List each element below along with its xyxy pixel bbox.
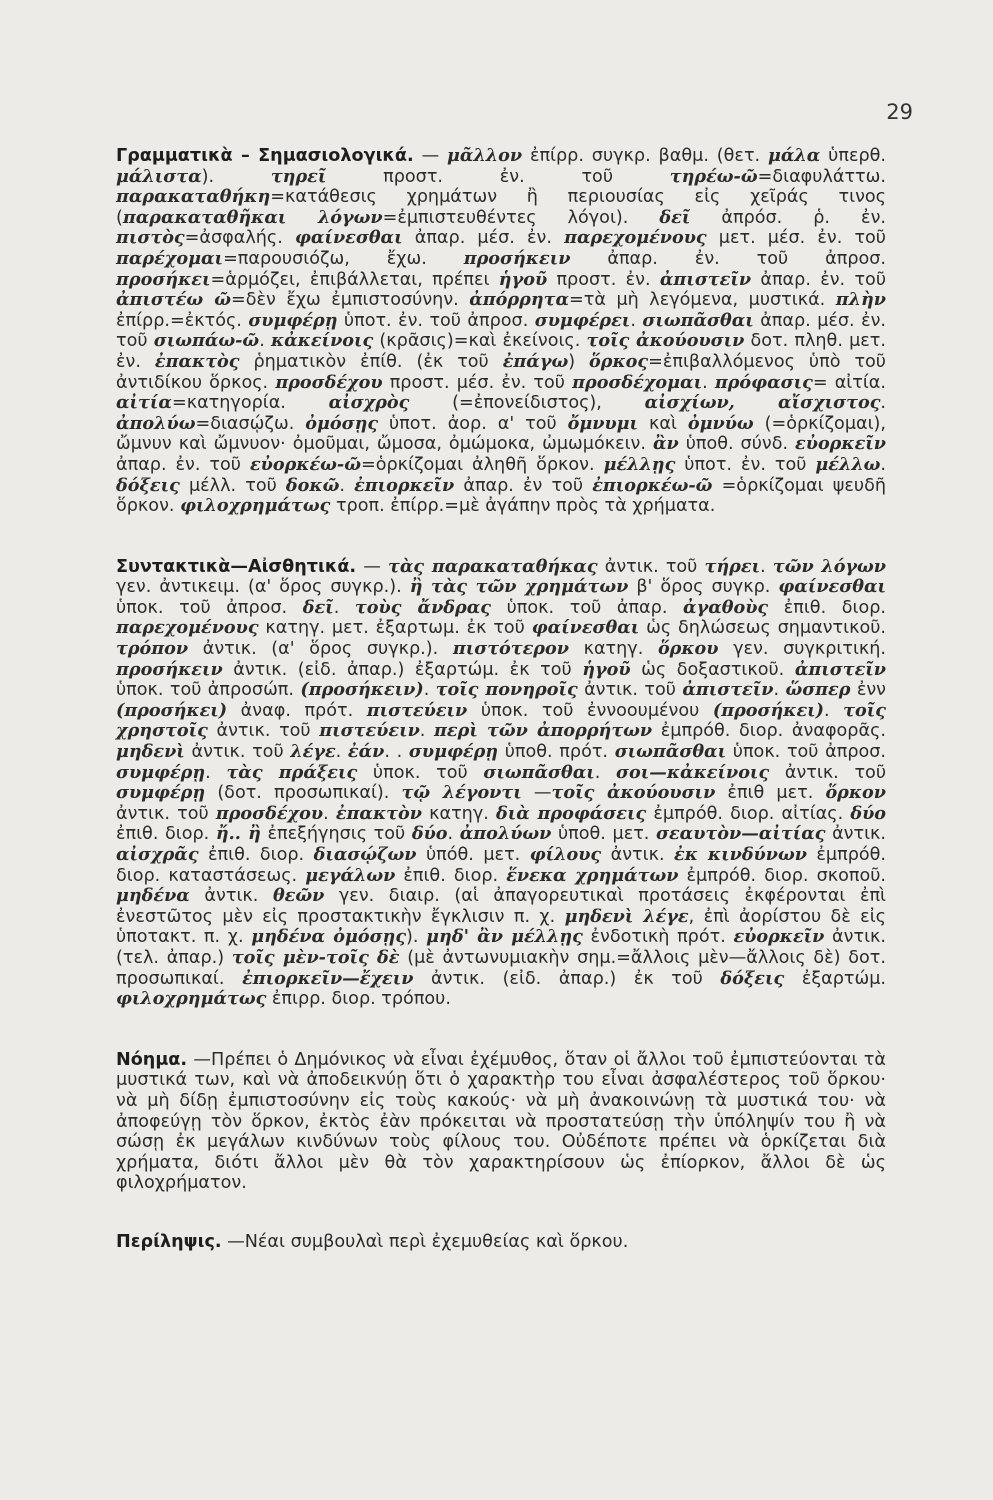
term-word: πλὴν bbox=[835, 289, 886, 311]
gloss-text: ὑποθ. μετ. bbox=[551, 824, 657, 845]
term-word: μηδ' ἂν μέλλῃς bbox=[426, 926, 583, 948]
gloss-text: ἀναφ. πρότ. bbox=[227, 700, 367, 721]
term-word: ἀπιστεῖν bbox=[659, 268, 752, 290]
gloss-text: ἀπαρ. μέσ. ἐν. bbox=[402, 228, 565, 249]
term-word: φαίνεσθαι bbox=[531, 617, 640, 639]
gloss-text: ἐπίρρ.=ἐκτός. bbox=[116, 310, 249, 331]
gloss-text: , ἐπὶ ἀορίστου δὲ εἰς ὑποτακτ. π. χ. bbox=[116, 906, 886, 948]
term-word: διασῴζων bbox=[313, 844, 417, 865]
term-word: πρόφασις bbox=[714, 371, 813, 393]
term-word: μέλλῃς bbox=[603, 453, 676, 475]
gloss-text: ἀντικ. bbox=[189, 886, 273, 907]
term-word: εὐορκεῖν bbox=[733, 926, 825, 948]
term-word: προσδέχου bbox=[275, 371, 383, 393]
gloss-text: προστ. μέσ. ἐν. τοῦ bbox=[382, 372, 573, 393]
term-word: ἐπιορκεῖν bbox=[354, 474, 455, 496]
term-word: μέλλω bbox=[815, 453, 881, 475]
term-word: περὶ τῶν ἀπορρήτων bbox=[434, 720, 653, 742]
gloss-text: . bbox=[594, 762, 617, 783]
gloss-text: ὑποτ. ἐν. τοῦ bbox=[675, 454, 816, 475]
section-summary bbox=[116, 1232, 886, 1253]
section-meaning bbox=[116, 1050, 886, 1194]
term-word: διὰ προφάσεις bbox=[496, 802, 647, 824]
term-word: παρακαταθῆκαι λόγων bbox=[122, 206, 383, 228]
term-word: παρέχομαι bbox=[116, 247, 224, 269]
term-word: τηρεῖ bbox=[270, 165, 327, 187]
gloss-text: ). bbox=[406, 927, 427, 948]
gloss-text: ἐμπρόθ. διορ. αἰτίας. bbox=[646, 803, 851, 824]
gloss-text: . bbox=[880, 393, 887, 414]
term-word: ὥσπερ bbox=[785, 679, 851, 701]
gloss-text: ἐπεξήγησις τοῦ bbox=[260, 824, 412, 845]
term-word: μηδενὶ λέγε bbox=[564, 905, 689, 927]
gloss-text: προστ. ἐν. τοῦ bbox=[326, 166, 670, 187]
term-word: ὀμνύω bbox=[687, 412, 754, 434]
gloss-text: ὑπόθ. μετ. bbox=[416, 845, 530, 865]
term-word: τοῖς ἀκούουσιν bbox=[586, 330, 745, 352]
gloss-text: τροπ. ἐπίρρ.=μὲ ἀγάπην πρὸς τὰ χρήματα. bbox=[330, 496, 716, 517]
term-word: ἀπιστέω ῶ bbox=[116, 289, 231, 311]
term-word: ἐπιορκεῖν—ἔχειν bbox=[242, 967, 414, 989]
term-word: τοῖς μὲν-τοῖς δὲ bbox=[231, 946, 400, 968]
gloss-text: . bbox=[339, 475, 355, 496]
term-word: τῶν λόγων bbox=[772, 555, 887, 577]
gloss-text: κατηγ. bbox=[421, 803, 497, 824]
gloss-text: ἐνν bbox=[850, 680, 887, 701]
gloss-text: ὑποτ. ἀορ. α' τοῦ bbox=[378, 413, 568, 434]
gloss-text: =ὁρκίζομαι ψευδῆ ὅρκον. bbox=[116, 475, 886, 517]
term-word: σοι—κἀκείνοις bbox=[616, 761, 770, 783]
gloss-text: ἀντικ. (εἰδ. ἀπαρ.) ἐξαρτώμ. ἐκ τοῦ bbox=[222, 659, 583, 680]
term-word: συμφέρῃ bbox=[248, 309, 338, 331]
gloss-text: ) bbox=[568, 351, 590, 372]
gloss-text: προστ. ἐν. bbox=[547, 269, 660, 290]
term-word: παρακαταθήκη bbox=[116, 186, 271, 208]
gloss-text: μέλλ. τοῦ bbox=[179, 475, 286, 496]
gloss-text: =διαφυλάττω. bbox=[757, 166, 886, 187]
gloss-text: =παρουσιόζω, ἔχω. bbox=[223, 248, 464, 269]
section-text bbox=[222, 1232, 629, 1252]
gloss-text: (=ἐπονείδιστος), bbox=[409, 393, 645, 414]
gloss-text: =δὲν ἔχω ἐμπιστοσύνην. bbox=[230, 290, 470, 311]
gloss-text: (=ὁρκίζομαι), ὤμνυν καὶ ὤμνυον· ὀμοῦμαι, ὤμοσα, ὀμώμοκα, ὠμωμόκειν. bbox=[116, 413, 887, 455]
term-word: συμφέρει bbox=[534, 309, 631, 331]
gloss-text: . bbox=[335, 742, 348, 763]
gloss-text: κατηγ. μετ. ἐξαρτωμ. ἐκ τοῦ bbox=[258, 618, 532, 639]
gloss-text: ἀντικ. τοῦ bbox=[184, 742, 291, 763]
term-word: μηδένα ὀμόσῃς bbox=[251, 926, 407, 948]
term-word: ἡγοῦ bbox=[582, 658, 631, 680]
term-word: ἢ τὰς τῶν χρημάτων bbox=[409, 576, 629, 598]
gloss-text: ἐνδοτικὴ πρότ. bbox=[582, 927, 734, 948]
term-word: λέγε bbox=[290, 741, 336, 763]
term-word: πιστὸς bbox=[116, 227, 185, 249]
gloss-text: γεν. διαιρ. (αἱ ἀπαγορευτικαὶ προτάσεις ἐκφέρονται ἐπὶ ἐνεστῶτος μὲν εἰς προστακτικὴν ἔγκλισιν π. χ. bbox=[116, 886, 886, 927]
gloss-text: . bbox=[824, 700, 844, 721]
gloss-text: =κατηγορία. bbox=[171, 393, 329, 414]
section-heading: Συντακτικὰ—Αἰσθητικά. bbox=[116, 556, 357, 577]
gloss-text: κατηγ. bbox=[568, 639, 658, 660]
gloss-text: ἐπιρρ. διορ. τρόπου. bbox=[266, 989, 451, 1010]
term-word: ὄμνυμι bbox=[567, 412, 639, 434]
gloss-text: ). bbox=[201, 166, 271, 187]
gloss-text: (κρᾶσις)=καὶ ἐκείνοις. bbox=[373, 331, 587, 352]
term-word: ἐκ κινδύνων bbox=[674, 844, 807, 865]
gloss-text: ἐπιθ. διορ. bbox=[198, 845, 314, 865]
term-word: δεῖ bbox=[302, 596, 334, 618]
section-grammar bbox=[116, 146, 886, 517]
gloss-text: ἀντικ. bbox=[825, 824, 887, 845]
gloss-text: =ἀσφαλής. bbox=[184, 228, 295, 249]
term-word: τοῖς χρηστοῖς bbox=[116, 699, 886, 742]
term-word: μᾶλλον bbox=[447, 145, 523, 166]
term-word: ἐπάγω bbox=[502, 350, 569, 372]
term-word: ὅρκου bbox=[657, 638, 719, 660]
gloss-text: — bbox=[413, 146, 448, 166]
term-word: τρόπον bbox=[116, 638, 189, 660]
term-word: δόξεις bbox=[116, 474, 180, 496]
gloss-text: ὡς δηλώσεως σημαντικοῦ. bbox=[639, 618, 886, 639]
gloss-text: καὶ bbox=[638, 413, 688, 434]
term-word: μάλα bbox=[768, 145, 821, 166]
gloss-text: =ἐμπιστευθέντες λόγοι). bbox=[382, 207, 660, 228]
gloss-text: ἐπιθ. διορ. bbox=[116, 824, 216, 845]
term-word: προσήκει bbox=[116, 268, 211, 290]
term-word: μεγάλων bbox=[305, 864, 396, 886]
section-heading: Περίληψις. bbox=[116, 1231, 222, 1252]
gloss-text: ἀντικ. (τελ. ἀπαρ.) bbox=[116, 927, 886, 968]
gloss-text: ὑποθ. πρότ. bbox=[498, 742, 615, 763]
term-word: (προσήκει) bbox=[712, 699, 825, 721]
gloss-text: . bbox=[423, 680, 436, 701]
term-word: παρεχομένους bbox=[116, 617, 259, 639]
term-word: δύο bbox=[411, 823, 448, 845]
term-word: εὐορκεῖν bbox=[795, 433, 886, 455]
term-word: αἰσχρᾶς bbox=[116, 844, 199, 865]
term-word: φίλους bbox=[529, 844, 602, 865]
gloss-text: ὑποκ. τοῦ bbox=[357, 762, 484, 783]
term-word: ἐάν bbox=[347, 741, 385, 763]
gloss-text: . bbox=[259, 331, 271, 352]
gloss-text: ὑποκ. τοῦ ἀπροσ. bbox=[116, 597, 303, 618]
section-heading: Νόημα. bbox=[116, 1049, 188, 1070]
term-word: τήρει bbox=[704, 555, 761, 577]
term-word: σεαυτὸν—αἰτίας bbox=[656, 823, 826, 845]
gloss-text: . bbox=[333, 597, 355, 618]
term-word: ἀπολύων bbox=[459, 823, 552, 845]
gloss-text: ἀπαρ. ἐν. τοῦ bbox=[751, 269, 886, 290]
term-word: συμφέρῃ bbox=[116, 782, 206, 804]
term-word: προσήκειν bbox=[116, 658, 223, 680]
gloss-text: . bbox=[205, 762, 227, 783]
section-text bbox=[116, 1050, 886, 1194]
term-word: τηρέω-ῶ bbox=[669, 165, 758, 187]
gloss-text: =ὁρκίζομαι ἀληθῆ ὅρκον. bbox=[360, 454, 604, 475]
gloss-text: ἀπαρ. ἐν. τοῦ bbox=[116, 454, 250, 475]
term-word: ἕνεκα χρημάτων bbox=[506, 864, 679, 886]
term-word: τὰς παρακαταθήκας bbox=[388, 555, 598, 577]
gloss-text: . bbox=[447, 824, 460, 845]
term-word: πιστότερον bbox=[452, 638, 569, 660]
gloss-text: ὡς δοξαστικοῦ. bbox=[630, 659, 795, 680]
gloss-text: ῥηματικὸν ἐπίθ. (ἐκ τοῦ bbox=[239, 351, 503, 372]
gloss-text: —Νέαι συμβουλαὶ περὶ ἐχεμυθείας καὶ ὅρκου. bbox=[221, 1231, 629, 1252]
term-word: σιωπᾶσθαι bbox=[483, 761, 595, 783]
gloss-text: ὑποθ. σύνδ. bbox=[678, 434, 796, 455]
term-word: ἐπακτὸς bbox=[154, 350, 240, 372]
term-word: ἀπιστεῖν bbox=[794, 658, 886, 680]
term-word: εὐορκέω-ῶ bbox=[249, 453, 361, 475]
term-word: ὅρκον bbox=[825, 782, 887, 804]
gloss-text: —Πρέπει ὁ Δημόνικος νὰ εἶναι ἐχέμυθος, ὅταν οἱ ἄλλοι τοῦ ἐμπιστεύονται τὰ μυστικά των, καὶ νὰ ἀποδεικνύῃ ὅτι ὁ χαρακτὴρ του εἶναι ἀσφαλέστερος τοῦ ὅρκου· νὰ μὴ δίδῃ ἐμπιστοσύνην εἰς τοὺς κακούς· νὰ μὴ ἀνακοινώνῃ τὰ μυστικά του· νὰ ἀποφεύγῃ τὸν ὅρκον, ἐκτὸς ἐὰν πρόκειται νὰ προστατεύσῃ τὴν ὑπόληψίν του ἢ νὰ σώσῃ ἐκ μεγάλων κινδύνων τοὺς φίλους του. Οὐδέποτε πρέπει νὰ ὁρκίζεται διὰ χρήματα, διότι ἄλλοι μὲν θὰ τὸν χαρακτηρίσουν ὡς ἐπίορκον, ἄλλοι δὲ ὡς φιλοχρήματον. bbox=[116, 1049, 886, 1194]
gloss-text: ἐμπρόθ. διορ. σκοποῦ. bbox=[678, 865, 886, 886]
term-word: αἰτία bbox=[116, 392, 172, 414]
term-word: δεῖ bbox=[659, 206, 691, 228]
term-word: δόξεις bbox=[720, 967, 785, 989]
gloss-text: μετ. μέσ. ἐν. τοῦ bbox=[706, 228, 886, 249]
gloss-text: ἐπίρρ. συγκρ. βαθμ. (θετ. bbox=[522, 146, 769, 166]
gloss-text: — bbox=[356, 556, 389, 577]
gloss-text: = αἰτία. bbox=[812, 372, 887, 393]
term-word: προσδέχου bbox=[215, 802, 324, 824]
gloss-text: (δοτ. προσωπικαί). bbox=[205, 783, 402, 804]
gloss-text: ἀντικ. τοῦ bbox=[116, 803, 216, 824]
gloss-text: ὑποκ. τοῦ ἐννοουμένου bbox=[467, 700, 713, 721]
gloss-text: ἐμπρόθ. διορ. ἀναφορᾶς. bbox=[652, 721, 886, 742]
term-word: παρεχομένους bbox=[564, 227, 707, 249]
gloss-text: — bbox=[521, 783, 552, 804]
term-word: ἀπολύω bbox=[116, 412, 196, 434]
term-word: τὰς πράξεις bbox=[226, 761, 358, 783]
section-text bbox=[116, 557, 886, 1009]
term-word: θεῶν bbox=[272, 885, 325, 907]
gloss-text: ἀντικ. τοῦ bbox=[597, 556, 705, 577]
term-word: προσδέχομαι bbox=[572, 371, 703, 393]
gloss-text: =τὰ μὴ λεγόμενα, μυστικά. bbox=[569, 290, 836, 311]
gloss-text: ἀντικ. (α' ὅρος συγκρ.). bbox=[188, 639, 453, 660]
term-word: ἤ.. ἢ bbox=[215, 823, 261, 845]
gloss-text: ἐπιθ. διορ. bbox=[395, 865, 507, 886]
gloss-text: ὑποκ. τοῦ ἀπροσ. bbox=[726, 742, 887, 763]
term-word: ἀπόρρητα bbox=[469, 289, 569, 311]
term-word: τοῖς πονηροῖς bbox=[435, 679, 578, 701]
section-text bbox=[116, 146, 886, 516]
term-word: σιωπᾶσθαι bbox=[642, 309, 754, 331]
gloss-text: =ἐπιβαλλόμενος ὑπὸ τοῦ ἀντιδίκου ὅρκος. bbox=[116, 351, 886, 393]
term-word: (προσήκειν) bbox=[300, 679, 424, 701]
gloss-text: . bbox=[702, 372, 715, 393]
term-word: τῷ λέγοντι bbox=[401, 782, 522, 804]
gloss-text: ἀντικ. bbox=[601, 845, 675, 865]
section-heading: Γραμματικὰ – Σημασιολογικά. bbox=[116, 146, 414, 166]
gloss-text: =ἁρμόζει, ἐπιβάλλεται, πρέπει bbox=[210, 269, 499, 290]
gloss-text: ὑποκ. τοῦ ἀπροσώπ. bbox=[116, 680, 301, 701]
gloss-text: =διασῴζω. bbox=[195, 413, 306, 434]
gloss-text: . bbox=[419, 721, 435, 742]
term-word: φαίνεσθαι bbox=[778, 576, 886, 598]
term-word: ὀμόσῃς bbox=[305, 412, 379, 434]
gloss-text: δοτ. πληθ. μετ. ἐν. bbox=[116, 331, 886, 372]
term-word: (προσήκει) bbox=[116, 699, 228, 721]
gloss-text: ἀντικ. τοῦ bbox=[769, 762, 887, 783]
gloss-text: ἐπιθ. διορ. bbox=[768, 597, 887, 618]
term-word: δοκῶ bbox=[285, 474, 340, 496]
commentary-body bbox=[116, 146, 886, 1253]
gloss-text: γεν. ἀντικειμ. (α' ὅρος συγκρ.). bbox=[116, 577, 410, 598]
gloss-text: ἀπαρ. μέσ. ἐν. τοῦ bbox=[116, 310, 887, 352]
gloss-text: ὑπερθ. bbox=[820, 146, 886, 166]
term-word: πιστεύειν bbox=[366, 699, 468, 721]
term-word: ἡγοῦ bbox=[498, 268, 548, 290]
term-word: συμφέρῃ bbox=[116, 761, 206, 783]
term-word: δύο bbox=[850, 802, 887, 824]
term-word: αἰσχρὸς bbox=[328, 392, 410, 414]
gloss-text: ἐμπρόθ. διορ. καταστάσεως. bbox=[116, 845, 886, 886]
term-word: ἀπιστεῖν bbox=[682, 679, 774, 701]
term-word: φιλοχρημάτως bbox=[116, 988, 267, 1010]
term-word: ἐπιορκέω-ῶ bbox=[592, 474, 713, 496]
gloss-text: . bbox=[760, 556, 773, 577]
page-number: 29 bbox=[886, 100, 913, 124]
term-word: μηδενὶ bbox=[116, 741, 185, 763]
gloss-text: . bbox=[880, 454, 887, 475]
term-word: ἀγαθοὺς bbox=[683, 596, 769, 618]
section-syntax bbox=[116, 557, 886, 1010]
gloss-text: . bbox=[773, 680, 786, 701]
term-word: μάλιστα bbox=[116, 165, 202, 187]
term-word: προσήκειν bbox=[463, 247, 571, 269]
term-word: αἰσχίων, αἴσχιστος bbox=[644, 392, 881, 414]
gloss-text: β' ὅρος συγκρ. bbox=[628, 577, 779, 598]
gloss-text: ὑποτ. ἐν. τοῦ ἀπροσ. bbox=[337, 310, 535, 331]
term-word: πιστεύειν bbox=[319, 720, 420, 742]
gloss-text: =κατάθεσις χρημάτων ἢ περιουσίας εἰς χεῖράς τινος ( bbox=[116, 187, 886, 228]
term-word: φαίνεσθαι bbox=[294, 227, 403, 249]
gloss-text: ἐπιθ μετ. bbox=[715, 783, 826, 804]
term-word: μηδένα bbox=[116, 885, 190, 907]
gloss-text: ἐξαρτώμ. bbox=[784, 968, 887, 989]
gloss-text: . . bbox=[384, 742, 409, 763]
gloss-text: ὑποκ. τοῦ ἀπαρ. bbox=[491, 597, 684, 618]
gloss-text: ἀντικ. τοῦ bbox=[577, 680, 683, 701]
gloss-text: (μὲ ἀντωνυμιακὴν σημ.=ἄλλοις μὲν—ἄλλοις δὲ) δοτ. προσωπικαί. bbox=[116, 947, 886, 989]
term-word: κἀκείνοις bbox=[270, 330, 374, 352]
gloss-text: ἀπρόσ. ῥ. ἐν. bbox=[690, 207, 886, 228]
gloss-text: ἀπαρ. ἐν. τοῦ ἀπροσ. bbox=[570, 248, 887, 269]
gloss-text: γεν. συγκριτική. bbox=[718, 639, 887, 660]
term-word: ἐπακτὸν bbox=[335, 802, 422, 824]
gloss-text: ἀπαρ. ἐν τοῦ bbox=[454, 475, 593, 496]
gloss-text: ἀντικ. (εἰδ. ἀπαρ.) ἐκ τοῦ bbox=[413, 968, 721, 989]
term-word: φιλοχρημάτως bbox=[180, 495, 331, 517]
term-word: ἂν bbox=[652, 433, 679, 455]
term-word: σιωπάω-ῶ bbox=[153, 330, 260, 352]
gloss-text: . bbox=[630, 310, 643, 331]
term-word: σιωπᾶσθαι bbox=[614, 741, 727, 763]
term-word: τοὺς ἄνδρας bbox=[354, 596, 491, 618]
gloss-text: . bbox=[323, 803, 336, 824]
gloss-text: ἀντικ. τοῦ bbox=[207, 721, 320, 742]
term-word: ὅρκος bbox=[589, 350, 649, 372]
term-word: συμφέρῃ bbox=[408, 741, 499, 763]
term-word: τοῖς ἀκούουσιν bbox=[551, 782, 716, 804]
